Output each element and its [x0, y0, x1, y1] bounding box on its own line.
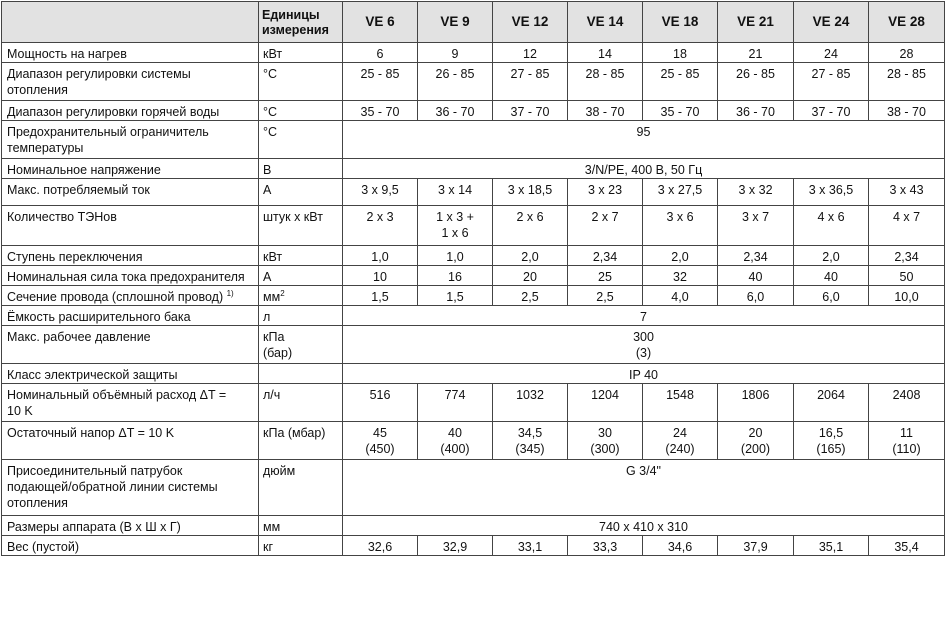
table-body: [2, 43, 945, 556]
parameter-label: Ёмкость расширительного бака: [7, 310, 191, 324]
value-cell: 3 x 23: [568, 179, 643, 206]
parameter-cell: [2, 364, 259, 384]
unit-cell: [259, 246, 343, 266]
value-cell: 3 x 14: [418, 179, 493, 206]
table-row: [2, 206, 945, 246]
value-cell: 16,5 (165): [794, 422, 869, 460]
value-cell: 40: [718, 266, 794, 286]
parameter-cell: [2, 179, 259, 206]
header-parameter-cell: [2, 2, 259, 43]
value-cell: 3 x 6: [643, 206, 718, 246]
unit-label: кПа (бар): [263, 330, 293, 360]
unit-cell: [259, 121, 343, 159]
unit-cell: [259, 266, 343, 286]
parameter-label: Присоединительный патрубок подающей/обратной линии системы отопления: [7, 464, 218, 510]
table-row: [2, 101, 945, 121]
unit-label: В: [263, 163, 272, 177]
value-cell: 20 (200): [718, 422, 794, 460]
value-cell: 1 x 3 + 1 x 6: [418, 206, 493, 246]
parameter-cell: [2, 326, 259, 364]
table-row: [2, 326, 945, 364]
value-cell: 28: [869, 43, 945, 63]
header-model-ve18: VE 18: [643, 2, 718, 43]
value-cell: 21: [718, 43, 794, 63]
header-model-ve12: VE 12: [493, 2, 568, 43]
table-row: [2, 121, 945, 159]
table-row: [2, 179, 945, 206]
parameter-label: Номинальное напряжение: [7, 163, 161, 177]
value-cell: 24 (240): [643, 422, 718, 460]
value-cell: 33,3: [568, 536, 643, 556]
value-cell: 2,34: [568, 246, 643, 266]
value-cell: 32: [643, 266, 718, 286]
value-cell: 2,5: [493, 286, 568, 306]
unit-label: кПа (мбар): [263, 426, 326, 440]
value-cell: 2,0: [794, 246, 869, 266]
value-cell: 38 - 70: [869, 101, 945, 121]
unit-cell: [259, 101, 343, 121]
value-cell: 37 - 70: [493, 101, 568, 121]
value-cell: 32,6: [343, 536, 418, 556]
value-cell: 24: [794, 43, 869, 63]
parameter-cell: [2, 286, 259, 306]
parameter-label: Мощность на нагрев: [7, 47, 127, 61]
parameter-cell: [2, 384, 259, 422]
parameter-label: Сечение провода (сплошной провод): [7, 290, 224, 304]
value-cell: 1548: [643, 384, 718, 422]
header-model-ve6: VE 6: [343, 2, 418, 43]
value-cell: 2 x 6: [493, 206, 568, 246]
unit-label: кг: [263, 540, 274, 554]
table-row: [2, 460, 945, 516]
common-value-cell: 300 (3): [343, 326, 945, 364]
parameter-cell: [2, 536, 259, 556]
value-cell: 32,9: [418, 536, 493, 556]
value-cell: 50: [869, 266, 945, 286]
value-cell: 25: [568, 266, 643, 286]
table-row: [2, 43, 945, 63]
value-cell: 10,0: [869, 286, 945, 306]
parameter-cell: [2, 43, 259, 63]
value-cell: 34,6: [643, 536, 718, 556]
value-cell: 30 (300): [568, 422, 643, 460]
value-cell: 3 x 32: [718, 179, 794, 206]
parameter-label: Размеры аппарата (В x Ш x Г): [7, 520, 181, 534]
value-cell: 4 x 7: [869, 206, 945, 246]
parameter-cell: [2, 306, 259, 326]
value-cell: 34,5 (345): [493, 422, 568, 460]
parameter-cell: [2, 159, 259, 179]
common-value-cell: 95: [343, 121, 945, 159]
table-row: [2, 63, 945, 101]
value-cell: 2 x 7: [568, 206, 643, 246]
value-cell: 40: [794, 266, 869, 286]
value-cell: 1,0: [343, 246, 418, 266]
header-model-ve21: VE 21: [718, 2, 794, 43]
unit-label: дюйм: [263, 464, 296, 478]
parameter-cell: [2, 101, 259, 121]
value-cell: 26 - 85: [718, 63, 794, 101]
value-cell: 2,34: [869, 246, 945, 266]
unit-cell: [259, 206, 343, 246]
value-cell: 27 - 85: [794, 63, 869, 101]
parameter-label: Предохранительный ограничитель температуры: [7, 125, 209, 155]
unit-label: штук x кВт: [263, 210, 323, 224]
value-cell: 25 - 85: [343, 63, 418, 101]
table-row: [2, 364, 945, 384]
unit-cell: [259, 516, 343, 536]
value-cell: 35 - 70: [343, 101, 418, 121]
unit-cell: [259, 306, 343, 326]
parameter-cell: [2, 246, 259, 266]
parameter-label: Макс. рабочее давление: [7, 330, 151, 344]
parameter-cell: [2, 266, 259, 286]
value-cell: 3 x 18,5: [493, 179, 568, 206]
parameter-cell: [2, 121, 259, 159]
unit-label: °C: [263, 125, 278, 139]
value-cell: 9: [418, 43, 493, 63]
value-cell: 6: [343, 43, 418, 63]
parameter-cell: [2, 206, 259, 246]
value-cell: 3 x 27,5: [643, 179, 718, 206]
value-cell: 3 x 9,5: [343, 179, 418, 206]
value-cell: 11 (110): [869, 422, 945, 460]
value-cell: 12: [493, 43, 568, 63]
value-cell: 3 x 36,5: [794, 179, 869, 206]
value-cell: 1204: [568, 384, 643, 422]
unit-cell: [259, 460, 343, 516]
value-cell: 2,0: [643, 246, 718, 266]
common-value-cell: G 3/4": [343, 460, 945, 516]
parameter-cell: [2, 460, 259, 516]
unit-label: °C: [263, 105, 278, 119]
value-cell: 10: [343, 266, 418, 286]
value-cell: 37 - 70: [794, 101, 869, 121]
parameter-label: Номинальная сила тока предохранителя: [7, 270, 245, 284]
value-cell: 2 x 3: [343, 206, 418, 246]
table-header: [2, 2, 945, 43]
value-cell: 36 - 70: [418, 101, 493, 121]
value-cell: 26 - 85: [418, 63, 493, 101]
value-cell: 35,1: [794, 536, 869, 556]
unit-cell: [259, 326, 343, 364]
unit-cell: [259, 159, 343, 179]
value-cell: 37,9: [718, 536, 794, 556]
unit-label: кВт: [263, 250, 283, 264]
parameter-label: Остаточный напор ΔT = 10 K: [7, 426, 175, 440]
unit-cell: [259, 43, 343, 63]
footnote-marker: 1): [226, 288, 234, 298]
value-cell: 33,1: [493, 536, 568, 556]
unit-superscript: 2: [280, 288, 285, 298]
header-row: [2, 2, 945, 43]
table-row: [2, 384, 945, 422]
value-cell: 35 - 70: [643, 101, 718, 121]
common-value-cell: 740 x 410 x 310: [343, 516, 945, 536]
table-row: [2, 159, 945, 179]
value-cell: 38 - 70: [568, 101, 643, 121]
table-row: [2, 286, 945, 306]
value-cell: 774: [418, 384, 493, 422]
common-value-cell: 3/N/PE, 400 В, 50 Гц: [343, 159, 945, 179]
value-cell: 4 x 6: [794, 206, 869, 246]
value-cell: 3 x 43: [869, 179, 945, 206]
value-cell: 27 - 85: [493, 63, 568, 101]
header-model-ve24: VE 24: [794, 2, 869, 43]
parameter-label: Номинальный объёмный расход ΔT = 10 K: [7, 388, 227, 418]
value-cell: 28 - 85: [568, 63, 643, 101]
table-row: [2, 246, 945, 266]
value-cell: 2,0: [493, 246, 568, 266]
value-cell: 6,0: [718, 286, 794, 306]
value-cell: 1,5: [418, 286, 493, 306]
value-cell: 40 (400): [418, 422, 493, 460]
value-cell: 28 - 85: [869, 63, 945, 101]
common-value-cell: 7: [343, 306, 945, 326]
value-cell: 4,0: [643, 286, 718, 306]
unit-label: А: [263, 270, 272, 284]
parameter-label: Ступень переключения: [7, 250, 143, 264]
unit-cell: [259, 179, 343, 206]
table-row: [2, 516, 945, 536]
value-cell: 20: [493, 266, 568, 286]
header-model-ve28: VE 28: [869, 2, 945, 43]
parameter-label: Диапазон регулировки системы отопления: [7, 67, 191, 97]
value-cell: 1032: [493, 384, 568, 422]
value-cell: 45 (450): [343, 422, 418, 460]
unit-label: л: [263, 310, 271, 324]
value-cell: 1,0: [418, 246, 493, 266]
unit-label: °C: [263, 67, 278, 81]
header-units-cell: Единицы измерения: [259, 2, 343, 43]
common-value-cell: IP 40: [343, 364, 945, 384]
value-cell: 18: [643, 43, 718, 63]
table-row: [2, 422, 945, 460]
parameter-label: Диапазон регулировки горячей воды: [7, 105, 220, 119]
value-cell: 1,5: [343, 286, 418, 306]
unit-label: мм: [263, 520, 281, 534]
unit-cell: [259, 63, 343, 101]
table-row: [2, 266, 945, 286]
header-model-ve9: VE 9: [418, 2, 493, 43]
table-row: [2, 536, 945, 556]
parameter-label: Количество ТЭНов: [7, 210, 117, 224]
parameter-label: Макс. потребляемый ток: [7, 183, 150, 197]
value-cell: 36 - 70: [718, 101, 794, 121]
value-cell: 2,34: [718, 246, 794, 266]
header-model-ve14: VE 14: [568, 2, 643, 43]
parameter-cell: [2, 422, 259, 460]
parameter-cell: [2, 63, 259, 101]
parameter-label: Класс электрической защиты: [7, 368, 178, 382]
unit-label: кВт: [263, 47, 283, 61]
unit-cell: [259, 384, 343, 422]
value-cell: 35,4: [869, 536, 945, 556]
parameter-label: Вес (пустой): [7, 540, 79, 554]
value-cell: 25 - 85: [643, 63, 718, 101]
unit-cell: [259, 364, 343, 384]
parameter-cell: [2, 516, 259, 536]
value-cell: 1806: [718, 384, 794, 422]
value-cell: 516: [343, 384, 418, 422]
value-cell: 2064: [794, 384, 869, 422]
specifications-table: [1, 1, 945, 556]
value-cell: 3 x 7: [718, 206, 794, 246]
value-cell: 2,5: [568, 286, 643, 306]
unit-label: мм: [263, 290, 281, 304]
unit-cell: [259, 422, 343, 460]
unit-label: А: [263, 183, 272, 197]
value-cell: 2408: [869, 384, 945, 422]
value-cell: 6,0: [794, 286, 869, 306]
unit-cell: [259, 286, 343, 306]
unit-label: л/ч: [263, 388, 281, 402]
unit-cell: [259, 536, 343, 556]
value-cell: 16: [418, 266, 493, 286]
table-row: [2, 306, 945, 326]
value-cell: 14: [568, 43, 643, 63]
